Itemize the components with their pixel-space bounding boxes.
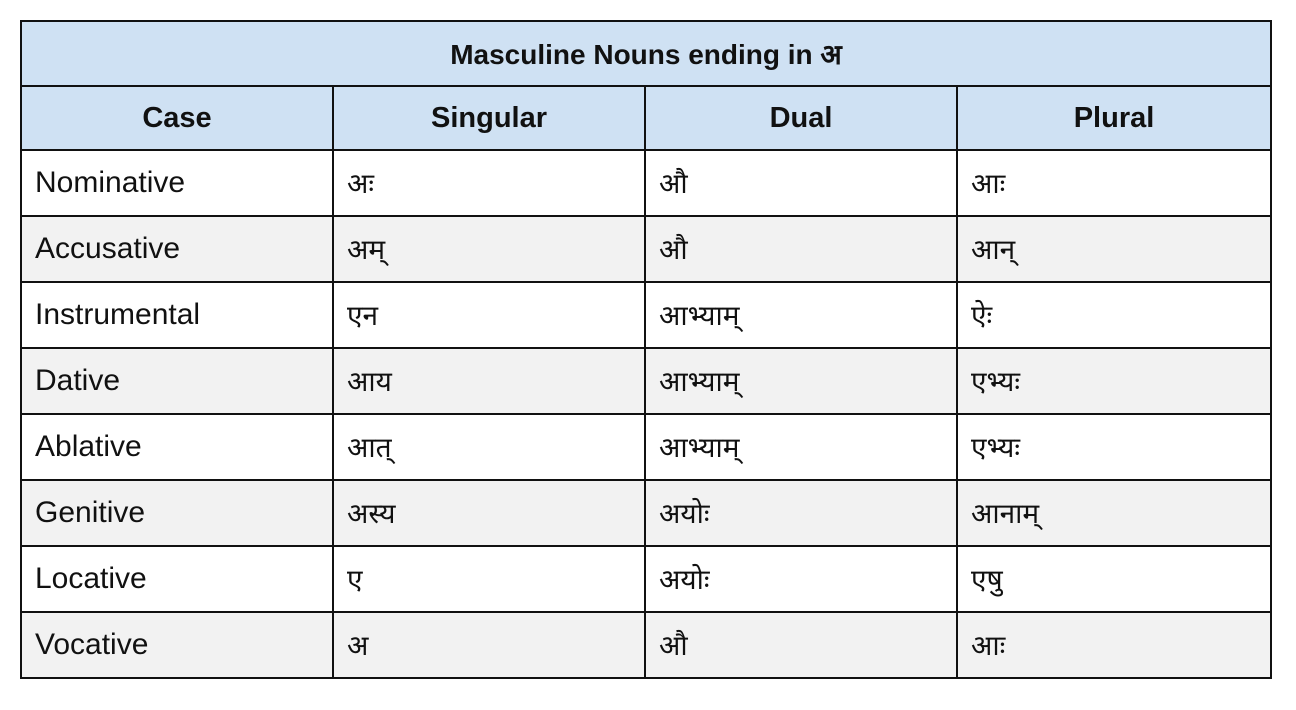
table-row	[21, 282, 1271, 348]
plural-cell: आन्	[957, 216, 1271, 282]
case-cell: Genitive	[21, 480, 333, 546]
plural-cell: एभ्यः	[957, 348, 1271, 414]
declension-table	[20, 20, 1272, 679]
dual-cell: आभ्याम्	[645, 414, 957, 480]
plural-cell: एषु	[957, 546, 1271, 612]
table-row	[21, 414, 1271, 480]
table-row	[21, 216, 1271, 282]
singular-cell: ए	[333, 546, 645, 612]
plural-cell: ऐः	[957, 282, 1271, 348]
case-cell: Nominative	[21, 150, 333, 216]
table-row	[21, 348, 1271, 414]
table-row	[21, 480, 1271, 546]
singular-cell: अम्	[333, 216, 645, 282]
plural-cell: आः	[957, 150, 1271, 216]
header-plural: Plural	[957, 86, 1271, 150]
singular-cell: अस्य	[333, 480, 645, 546]
singular-cell: आत्	[333, 414, 645, 480]
dual-cell: औ	[645, 216, 957, 282]
case-cell: Locative	[21, 546, 333, 612]
plural-cell: एभ्यः	[957, 414, 1271, 480]
table-row	[21, 612, 1271, 678]
plural-cell: आनाम्	[957, 480, 1271, 546]
singular-cell: अः	[333, 150, 645, 216]
table-row	[21, 150, 1271, 216]
header-dual: Dual	[645, 86, 957, 150]
singular-cell: अ	[333, 612, 645, 678]
dual-cell: अयोः	[645, 480, 957, 546]
dual-cell: औ	[645, 150, 957, 216]
case-cell: Vocative	[21, 612, 333, 678]
singular-cell: एन	[333, 282, 645, 348]
table-title: Masculine Nouns ending in अ	[21, 21, 1271, 86]
header-row	[21, 86, 1271, 150]
case-cell: Ablative	[21, 414, 333, 480]
dual-cell: अयोः	[645, 546, 957, 612]
plural-cell: आः	[957, 612, 1271, 678]
case-cell: Accusative	[21, 216, 333, 282]
header-singular: Singular	[333, 86, 645, 150]
table-row	[21, 546, 1271, 612]
case-cell: Instrumental	[21, 282, 333, 348]
singular-cell: आय	[333, 348, 645, 414]
dual-cell: औ	[645, 612, 957, 678]
dual-cell: आभ्याम्	[645, 282, 957, 348]
title-row	[21, 21, 1271, 86]
dual-cell: आभ्याम्	[645, 348, 957, 414]
header-case: Case	[21, 86, 333, 150]
case-cell: Dative	[21, 348, 333, 414]
